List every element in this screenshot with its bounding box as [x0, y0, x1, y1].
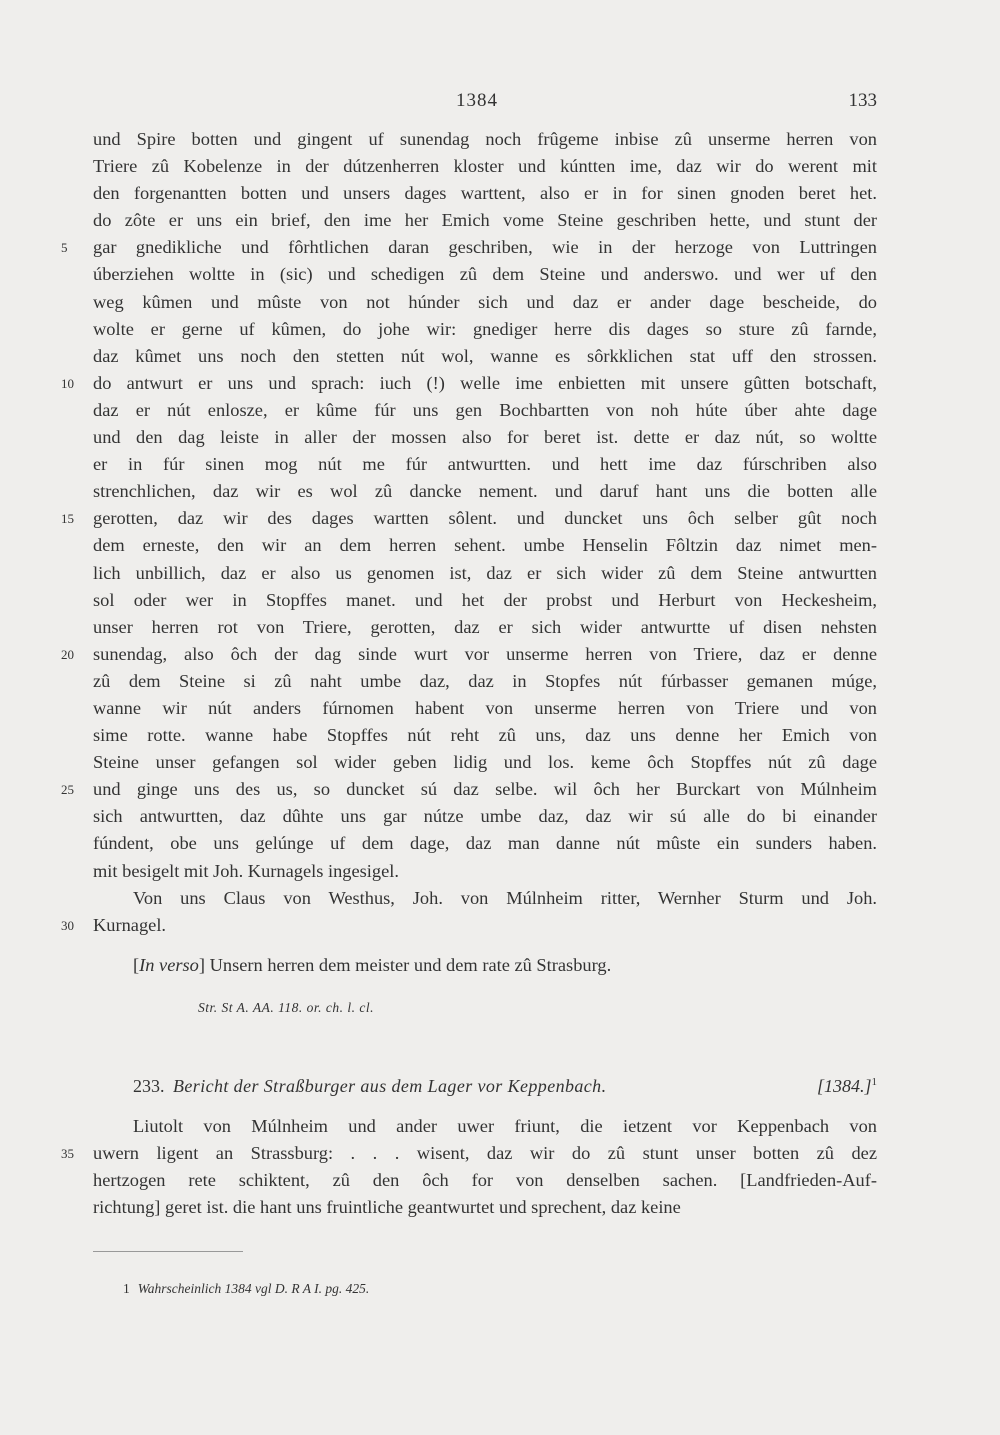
line-text: richtung] geret ist. die hant uns fruintliche geantwurtet und sprechent, daz keine [93, 1197, 681, 1218]
line-text: uwern ligent an Strassburg: . . . wisent, daz wir do zû stunt unser botten zû dez [93, 1143, 877, 1164]
text-line [93, 1167, 877, 1194]
footnote-divider [93, 1251, 243, 1252]
text-line [93, 316, 877, 343]
text-line [93, 451, 877, 478]
text-line [93, 289, 877, 316]
footnote [123, 1281, 369, 1297]
text-line [61, 912, 877, 939]
line-text: daz kûmet uns noch den stetten nút wol, wanne es sôrkklichen stat uff den strossen. [93, 345, 877, 366]
text-line [93, 587, 877, 614]
document-text-block [61, 1113, 877, 1221]
text-line [93, 126, 877, 153]
text-line [93, 1113, 877, 1140]
text-line [93, 343, 877, 370]
verso-address [133, 955, 611, 976]
line-text: do antwurt er uns und sprach: iuch (!) welle ime enbietten mit unsere gûtten botschaft, [93, 372, 877, 393]
line-number: 30 [61, 917, 74, 933]
line-text: unser herren rot von Triere, gerotten, daz er sich wider antwurtte uf disen nehsten [93, 616, 877, 637]
line-text: und den dag leiste in aller der mossen also for beret ist. dette er daz nút, so woltte [93, 427, 877, 448]
line-text: und Spire botten und gingent uf sunendag noch frûgeme inbise zû unserme herren von [93, 129, 877, 149]
text-line [93, 424, 877, 451]
document-date [817, 1076, 877, 1097]
document-number: 233. [133, 1076, 165, 1096]
text-line [93, 478, 877, 505]
line-text: hertzogen rete schiktent, zû den ôch for von denselben sachen. [Landfrieden-Auf- [93, 1170, 877, 1191]
line-text: do zôte er uns ein brief, den ime her Emich vome Steine geschriben hette, und stunt der [93, 210, 877, 231]
line-number: 25 [61, 782, 74, 798]
line-text: sich antwurtten, daz dûhte uns gar nútze umbe daz, daz wir sú alle do bi einander [93, 806, 877, 827]
line-text: gerotten, daz wir des dages wartten sôlent. und duncket uns ôch selber gût noch [93, 508, 877, 529]
line-text: er in fúr sinen mog nút me fúr antwurtten. und hett ime daz fúrschriben also [93, 454, 877, 475]
line-text: gar gnedikliche und fôrhtlichen daran geschriben, wie in der herzoge von Luttringen [93, 237, 877, 258]
text-line [93, 885, 877, 912]
line-number: 20 [61, 646, 74, 662]
line-text: úberziehen woltte in (sic) und schedigen zû dem Steine und anderswo. und wer uf den [93, 264, 877, 285]
text-line [93, 1194, 877, 1221]
text-line [93, 560, 877, 587]
line-text: sunendag, also ôch der dag sinde wurt vor unserme herren von Triere, daz er denne [93, 643, 877, 664]
line-text: Triere zû Kobelenze in der dútzenherren kloster und kúntten ime, daz wir do werent mit [93, 156, 877, 177]
text-line [93, 614, 877, 641]
text-line [93, 722, 877, 749]
line-text: daz er nút enlosze, er kûme fúr uns gen Bochbartten von noh húte úber ahte dage [93, 399, 877, 420]
text-line [61, 1140, 877, 1167]
text-line [93, 695, 877, 722]
text-line [93, 532, 877, 559]
text-line [61, 234, 877, 261]
line-number: 5 [61, 240, 68, 256]
line-text: wolte er gerne uf kûmen, do johe wir: gnediger herre dis dages so sture zû farnde, [93, 318, 877, 339]
verso-label: In verso [139, 955, 199, 975]
source-citation: Str. St A. AA. 118. or. ch. l. cl. [198, 1000, 375, 1015]
line-text: lich unbillich, daz er also us genomen ist, daz er sich wider zû dem Steine antwurtten [93, 562, 877, 583]
line-text: Von uns Claus von Westhus, Joh. von Múlnheim ritter, Wernher Sturm und Joh. [133, 887, 877, 908]
document-heading [133, 1076, 877, 1104]
line-number: 15 [61, 511, 74, 527]
text-line [93, 153, 877, 180]
line-text: zû dem Steine si zû naht umbe daz, daz in Stopfes nút fúrbasser gemanen múge, [93, 670, 877, 691]
verso-text: Unsern herren dem meister und dem rate zû Strasburg. [205, 955, 612, 975]
line-number: 10 [61, 375, 74, 391]
line-text: Steine unser gefangen sol wider geben lidig und los. keme ôch Stopffes nút zû dage [93, 752, 877, 773]
line-text: dem erneste, den wir an dem herren sehent. umbe Henselin Fôltzin daz nimet men- [93, 535, 877, 556]
page-year: 1384 [456, 90, 498, 111]
footnote-reference: 1 [871, 1076, 877, 1088]
verso-bracket-close: ] [198, 955, 206, 975]
footnote-text: Wahrscheinlich 1384 vgl D. R A I. pg. 425. [137, 1281, 370, 1296]
line-text: den forgenantten botten und unsers dages warttent, also er in for sinen gnoden beret het. [93, 183, 877, 204]
line-text: Kurnagel. [93, 914, 167, 935]
text-line [93, 180, 877, 207]
verso-bracket-open: [ [133, 955, 140, 975]
line-text: Liutolt von Múlnheim und ander uwer friunt, die ietzent vor Keppenbach von [133, 1116, 877, 1136]
footnote-marker: 1 [123, 1281, 130, 1296]
line-text: wanne wir nút anders fúrnomen habent von unserme herren von Triere und von [93, 697, 877, 718]
line-text: sime rotte. wanne habe Stopffes nút reht zû uns, daz uns denne her Emich von [93, 725, 877, 746]
text-line [93, 668, 877, 695]
line-text: sol oder wer in Stopffes manet. und het der probst und Herburt von Heckesheim, [93, 589, 877, 610]
text-line [93, 803, 877, 830]
line-number: 35 [61, 1146, 74, 1162]
text-line [93, 261, 877, 288]
text-line [61, 370, 877, 397]
text-line [61, 776, 877, 803]
text-line [61, 641, 877, 668]
text-line [93, 858, 877, 885]
text-line [93, 207, 877, 234]
document-title: Bericht der Straßburger aus dem Lager vor Keppenbach. [173, 1076, 607, 1096]
line-text: strenchlichen, daz wir es wol zû dancke nement. und daruf hant uns die botten alle [93, 481, 877, 502]
line-text: und ginge uns des us, so duncket sú daz selbe. wil ôch her Burckart von Múlnheim [93, 779, 877, 800]
text-line [93, 830, 877, 857]
line-text: weg kûmen und mûste von not húnder sich und daz er ander dage bescheide, do [93, 291, 877, 312]
text-line [93, 397, 877, 424]
page-number: 133 [848, 90, 877, 111]
text-line [61, 505, 877, 532]
main-text-block [61, 126, 877, 939]
line-text: fúndent, obe uns gelúnge uf dem dage, daz man danne nút mûste ein sunders haben. [93, 833, 877, 854]
line-text: mit besigelt mit Joh. Kurnagels ingesigel. [93, 860, 399, 881]
page-header [93, 90, 877, 120]
text-line [93, 749, 877, 776]
document-date-value: [1384.] [816, 1076, 872, 1096]
